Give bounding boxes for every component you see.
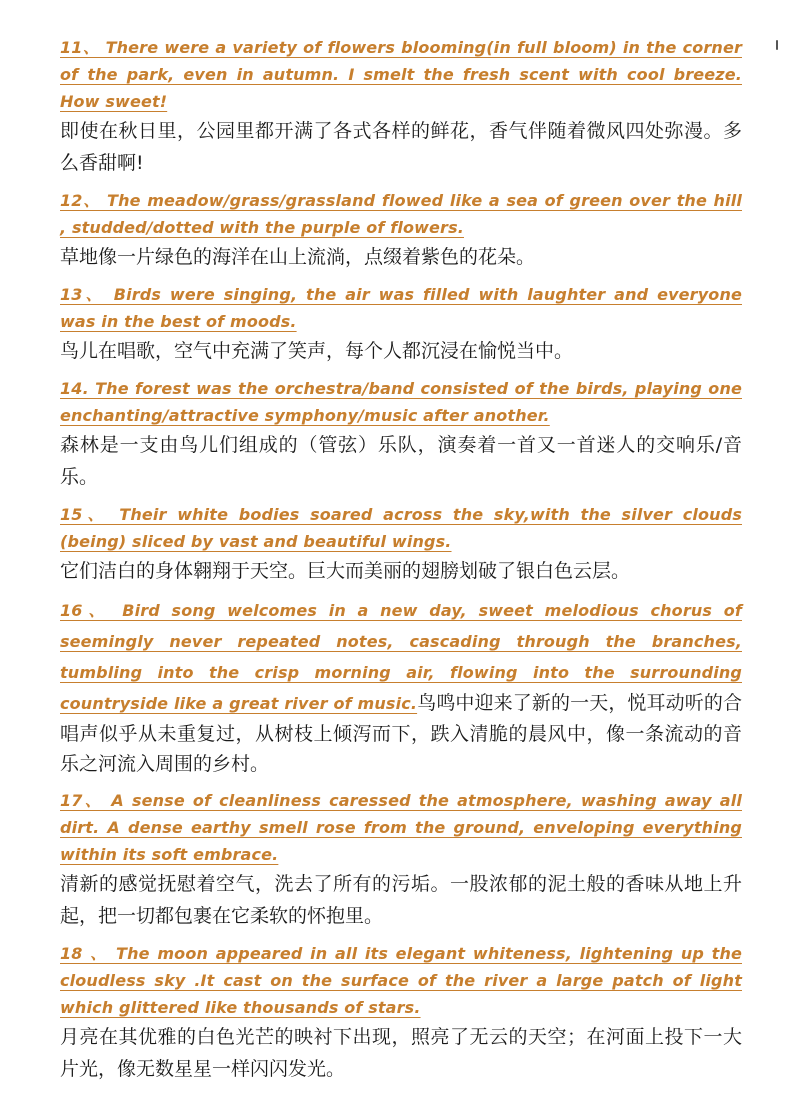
entry-18 <box>60 940 742 1085</box>
english-sentence: 17、 A sense of cleanliness caressed the atmosphere, washing away all dirt. A dense earthy smell rose from the ground, enveloping everything within its soft embrace. <box>60 791 742 864</box>
entry-11 <box>60 34 742 179</box>
chinese-translation: 即使在秋日里，公园里都开满了各式各样的鲜花，香气伴随着微风四处弥漫。多么香甜啊! <box>60 120 742 174</box>
mixed-paragraph <box>60 595 742 779</box>
chinese-translation: 草地像一片绿色的海洋在山上流淌，点缀着紫色的花朵。 <box>60 246 536 268</box>
english-sentence: 13、 Birds were singing, the air was filled with laughter and everyone was in the best of moods. <box>60 285 742 331</box>
chinese-translation: 它们洁白的身体翱翔于天空。巨大而美丽的翅膀划破了银白色云层。 <box>60 560 631 582</box>
english-sentence: 14. The forest was the orchestra/band consisted of the birds, playing one enchanting/attractive symphony/music after another. <box>60 379 742 425</box>
chinese-translation: 鸟儿在唱歌，空气中充满了笑声，每个人都沉浸在愉悦当中。 <box>60 340 574 362</box>
english-sentence: 12、 The meadow/grass/grassland flowed like a sea of green over the hill , studded/dotted with the purple of flowers. <box>60 191 742 237</box>
entry-14 <box>60 375 742 493</box>
entry-15 <box>60 501 742 587</box>
entry-16 <box>60 595 742 779</box>
chinese-translation: 鸟鸣中迎来了新的一天，悦耳动听的合唱声似乎从未重复过，从树枝上倾泻而下，跌入清脆的晨风中，像一条流动的音乐之河流入周围的乡村。 <box>60 692 742 775</box>
entry-13 <box>60 281 742 367</box>
chinese-translation: 月亮在其优雅的白色光芒的映衬下出现，照亮了无云的天空；在河面上投下一大片光，像无数星星一样闪闪发光。 <box>60 1026 742 1080</box>
english-sentence: 15、 Their white bodies soared across the sky,with the silver clouds (being) sliced by vast and beautiful wings. <box>60 505 742 551</box>
english-sentence: 11、 There were a variety of flowers blooming(in full bloom) in the corner of the park, even in autumn. I smelt the fresh scent with cool breeze. How sweet! <box>60 38 742 111</box>
edge-mark <box>776 40 778 50</box>
document-body <box>60 34 742 1093</box>
chinese-translation: 清新的感觉抚慰着空气，洗去了所有的污垢。一股浓郁的泥土般的香味从地上升起，把一切都包裹在它柔软的怀抱里。 <box>60 873 742 927</box>
english-sentence: 16、 Bird song welcomes in a new day, sweet melodious chorus of seemingly never repeated notes, cascading through the branches, tumbling into the crisp morning air, flowing into the surrounding countryside like a great river of music. <box>60 601 742 713</box>
entry-12 <box>60 187 742 273</box>
chinese-translation: 森林是一支由鸟儿们组成的（管弦）乐队，演奏着一首又一首迷人的交响乐/音乐。 <box>60 434 742 488</box>
english-sentence: 18 、 The moon appeared in all its elegant whiteness, lightening up the cloudless sky .It cast on the surface of the river a large patch of light which glittered like thousands of stars. <box>60 944 742 1017</box>
entry-17 <box>60 787 742 932</box>
